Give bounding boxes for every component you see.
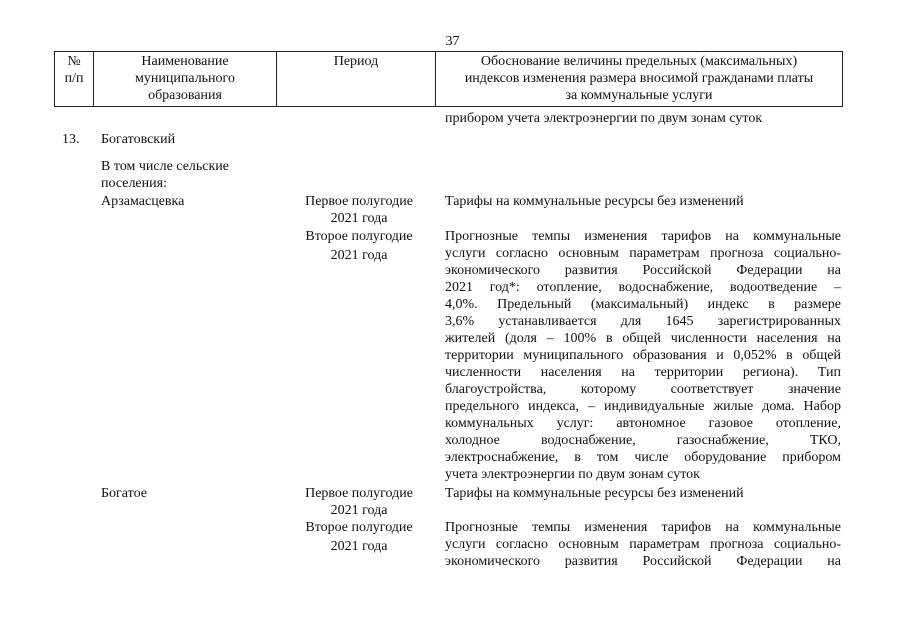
period-second-half: Второе полугодие 2021 года xyxy=(305,229,413,263)
period-first-half: Первое полугодие 2021 года xyxy=(305,486,413,518)
header-row xyxy=(55,52,843,107)
justification-paragraph: Прогнозные темпы изменения тарифов на коммунальные услуги согласно основным параметрам прогноза социально- экономического развития Российской Федерации на xyxy=(445,520,841,569)
header-col-justification: Обоснование величины предельных (максимальных) индексов изменения размера вносимой гражданами платы за коммунальные услуги xyxy=(436,52,843,107)
settlement-name: Богатое xyxy=(101,486,147,501)
page-number: 37 xyxy=(445,34,460,49)
carryover-line: прибором учета электроэнергии по двум зонам суток xyxy=(445,111,763,126)
settlement-name: Арзамасцевка xyxy=(101,194,185,209)
header-col-period: Период xyxy=(277,52,436,107)
entry-district-name: Богатовский xyxy=(101,132,176,147)
justification-no-change: Тарифы на коммунальные ресурсы без изменений xyxy=(445,194,744,209)
period-first-half: Первое полугодие 2021 года xyxy=(305,194,413,226)
header-col-municipality: Наименование муниципального образования xyxy=(94,52,277,107)
column-header-table xyxy=(54,51,843,107)
header-col-number: № п/п xyxy=(55,52,94,107)
justification-no-change: Тарифы на коммунальные ресурсы без изменений xyxy=(445,486,744,501)
period-second-half: Второе полугодие 2021 года xyxy=(305,520,413,554)
subheading: В том числе сельские поселения: xyxy=(101,159,230,191)
justification-paragraph: Прогнозные темпы изменения тарифов на коммунальные услуги согласно основным параметрам прогноза социально- экономического развития Российской Федерации на 2021 год*: отопление, водоснабжение, водоотведение – 4,0%. Предельный (максимальный) индекс в размере 3,6% устанавливается для 1645 зарегистрированных жителей (доля – 100% в общей численности населения на территории муниципального образования и 0,052% в общей численности населения на территории региона). Тип благоустройства, которому соответствует значение предельного индекса, – индивидуальные жилые дома. Набор коммунальных услуг: автономное газовое отопление, холодное водоснабжение, газоснабжение, ТКО, электроснабжение, в том числе оборудование прибором учета электроэнергии по двум зонам суток xyxy=(445,229,841,482)
entry-number: 13. xyxy=(62,132,80,147)
